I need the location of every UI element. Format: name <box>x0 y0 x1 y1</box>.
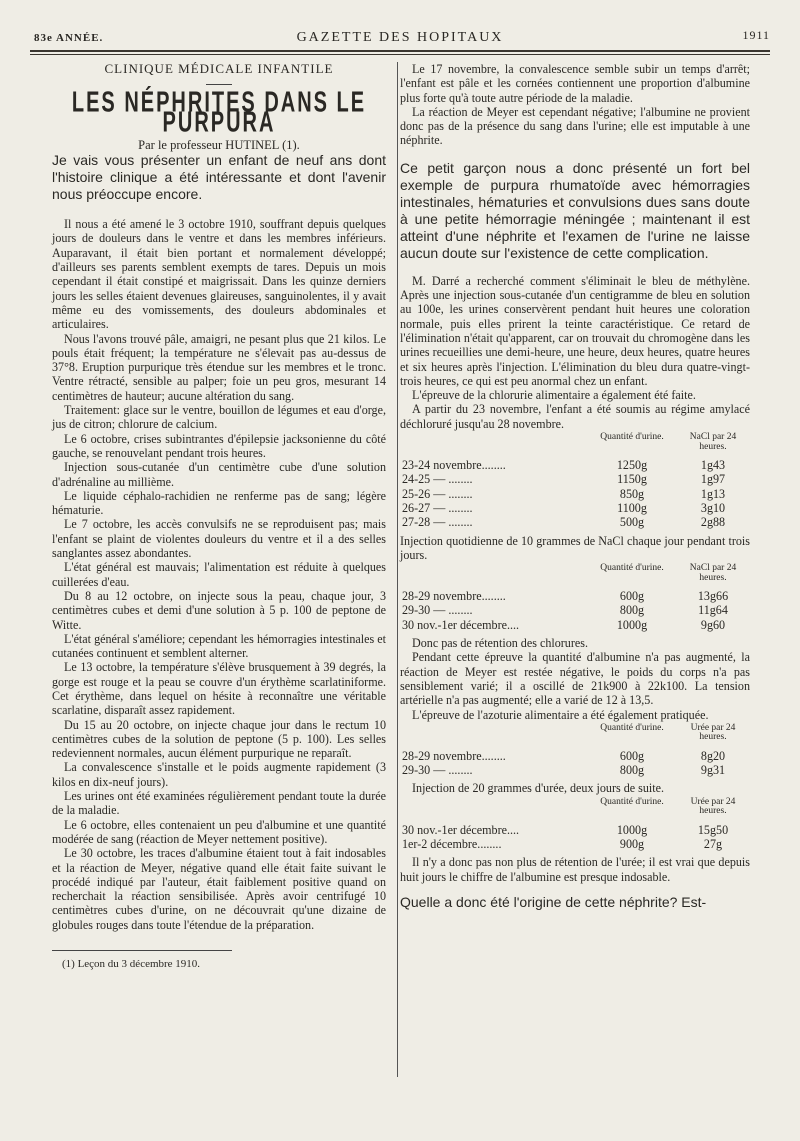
header-nacl: NaCl par 24 heures. <box>689 563 737 583</box>
urea-table-2 <box>400 798 750 852</box>
header-quantity: Quantité d'urine. <box>600 722 664 733</box>
header-uree: Urée par 24 heures. <box>690 796 736 817</box>
table-row: 23-24 novembre........ 1250g 1g43 <box>402 458 726 473</box>
paragraph: Du 15 au 20 octobre, on injecte chaque jour dans le rectum 10 centimètres cubes de la solution de peptone (5 p. 100). Les selles redeviennent normales, aucun élément purpurique ne reparaît. <box>52 717 386 761</box>
header-rule-thin <box>30 54 770 55</box>
paragraph: Le 13 octobre, la température s'élève brusquement à 39 degrés, la gorge est rouge et la peau se couvre d'un érythème scarlatiniforme. Cet érythème, dans lequel on hésite à reconnaître une véritable scarlatine, disparaît assez rapidement. <box>52 660 386 718</box>
section-heading: CLINIQUE MÉDICALE INFANTILE <box>104 61 334 76</box>
paragraph: Du 8 au 12 octobre, on injecte sous la peau, chaque jour, 3 centimètres cubes et demi d'une solution à 5 p. 100 de peptone de Witte. <box>52 588 386 632</box>
table-row: 30 nov.-1er décembre.... 1000g 15g50 <box>402 822 729 837</box>
paragraph: Le 17 novembre, la convalescence semble subir un temps d'arrêt; l'enfant est pâle et les cornées contiennent une proportion d'albumine plus forte qu'à toute autre période de la maladie. <box>400 62 750 105</box>
table-row: 25-26 — ........ 850g 1g13 <box>402 486 726 501</box>
chloride-table-2 <box>400 564 750 632</box>
closing-question: Quelle a donc été l'origine de cette néphrite? Est- <box>400 893 707 910</box>
table-row: 29-30 — ........ 800g 9g31 <box>402 763 726 778</box>
paragraph: Injection de 20 grammes d'urée, deux jours de suite. <box>412 781 665 796</box>
right-column <box>400 62 750 911</box>
table-row: 29-30 — ........ 800g 11g64 <box>402 603 728 618</box>
paragraph: Injection quotidienne de 10 grammes de NaCl chaque jour pendant trois jours. <box>400 533 750 562</box>
paragraph: Le 6 octobre, elles contenaient un peu d'albumine et une quantité modérée de sang (réaction de Meyer nettement positive). <box>52 817 386 846</box>
paragraph: M. Darré a recherché comment s'éliminait le bleu de méthylène. Après une injection sous-cutanée d'un centigramme de bleu en solution au 100e, les urines conservèrent pendant huit heures une coloration normale, puis elles prirent la teinte caractéristique. Ce retard de l'élimination n'était qu'apparent, car on trouvait du chromogène dans les urines recueillies une demi-heure, une heure, deux heures, quatre heures et six heures après l'injection. L'élimination du bleu dura quatre-vingt-trois heures, ce qui est peu anormal chez un enfant. <box>400 273 750 388</box>
chloride-table-1 <box>400 433 750 529</box>
running-head <box>30 28 770 48</box>
header-quantity: Quantité d'urine. <box>600 563 664 574</box>
paragraph: L'épreuve de la chlorurie alimentaire a également été faite. <box>412 388 696 403</box>
paragraph: Le liquide céphalo-rachidien ne renferme pas de sang; légère hématurie. <box>52 488 386 518</box>
paragraph: Les urines ont été examinées régulièrement pendant toute la durée de la maladie. <box>52 789 386 818</box>
paragraph: Donc pas de rétention des chlorures. <box>412 636 588 651</box>
header-uree: Urée par 24 heures. <box>690 722 736 743</box>
paragraph: Le 6 octobre, crises subintrantes d'épilepsie jacksonienne du côté gauche, se renouvelant pendant trois heures. <box>52 431 386 460</box>
paragraph: Traitement: glace sur le ventre, bouillon de légumes et eau d'orge, jus de citron; chlorure de calcium. <box>52 403 386 432</box>
paragraph: Il n'y a donc pas non plus de rétention de l'urée; il est vrai que depuis huit jours le chiffre de l'albumine est presque indosable. <box>400 855 750 884</box>
table-row: 30 nov.-1er décembre.... 1000g 9g60 <box>402 617 726 632</box>
paragraph: Le 7 octobre, les accès convulsifs ne se reproduisent pas; mais l'enfant se plaint de violentes douleurs du ventre et il a des selles sanglantes assez abondantes. <box>52 517 386 561</box>
lead-paragraph: Je vais vous présenter un enfant de neuf ans dont l'histoire clinique a été intéressante et dont l'avenir nous préoccupe encore. <box>52 152 386 203</box>
issue-number: 83e ANNÉE. <box>34 32 104 44</box>
paragraph: L'état général est mauvais; l'alimentation est réduite à quelques cuillerées d'eau. <box>52 560 386 589</box>
table-row: 27-28 — ........ 500g 2g88 <box>402 515 726 530</box>
paragraph: La réaction de Meyer est cependant négative; l'albumine ne provient donc pas de la présence du sang dans l'urine; elle est imputable à une néphrite. <box>400 104 750 148</box>
left-column <box>52 62 386 971</box>
table-row: 28-29 novembre........ 600g 13g66 <box>402 589 729 604</box>
header-quantity: Quantité d'urine. <box>600 432 664 443</box>
paragraph: A partir du 23 novembre, l'enfant a été soumis au régime amylacé déchloruré jusqu'au 28 novembre. <box>400 402 750 431</box>
table-row: 26-27 — ........ 1100g 3g10 <box>402 500 726 515</box>
header-rule <box>30 50 770 52</box>
byline: Par le professeur HUTINEL (1). <box>138 137 300 152</box>
journal-title: GAZETTE DES HOPITAUX <box>296 30 504 45</box>
table-row: 1er-2 décembre........ 900g 27g <box>402 836 723 851</box>
paragraph: La convalescence s'installe et le poids augmente rapidement (3 kilos en dix-neuf jours). <box>52 760 386 789</box>
paragraph: Pendant cette épreuve la quantité d'albumine n'a pas augmenté, la réaction de Meyer est restée négative, le poids du corps n'a pas sensiblement varié; il a oscillé de 21k900 à 22k100. La tension artérielle n'a pas augmenté; elle a varié de 12 à 13,5. <box>400 650 750 708</box>
header-nacl: NaCl par 24 heures. <box>689 432 737 452</box>
column-divider <box>397 62 398 1077</box>
paragraph: Le 30 octobre, les traces d'albumine étaient tout à fait indosables et la réaction de Meyer, négative quand elle était faite suivant le procédé indiqué par l'auteur, était faiblement positive quand on recherchait la réaction sensibilisée. Après avoir centrifugé 10 centimètres cubes d'urine, on ne découvrait qu'une dizaine de globules rouges dans toute l'étendue de la préparation. <box>52 846 386 932</box>
section-rule <box>206 84 232 85</box>
paragraph: Nous l'avons trouvé pâle, amaigri, ne pesant plus que 21 kilos. Le pouls était fréquent; la température ne s'élevait pas au-dessus de 37°8. Eruption purpurique très étendue sur les membres et le tronc. Ventre rétracté, sensible au palper; foie un peu gros, mesurant 14 centimètres de hauteur; aucune altération du sang. <box>52 331 386 403</box>
paragraph: L'état général s'améliore; cependant les hémorragies intestinales et cutanées continuent et semblent alterner. <box>52 631 386 661</box>
footnote: (1) Leçon du 3 décembre 1910. <box>62 958 201 971</box>
paragraph: Injection sous-cutanée d'un centimètre cube d'une solution d'adrénaline au millième. <box>52 460 386 489</box>
urea-table-1 <box>400 724 750 778</box>
summary-paragraph: Ce petit garçon nous a donc présenté un fort bel exemple de purpura rhumatoïde avec hémorragies intestinales, hématuries et convulsions dues sans doute à une petite hémorragie méningée ; maintenant il est atteint d'une néphrite et l'examen de l'urine ne laisse aucun doute sur l'existence de cette complication. <box>400 159 750 261</box>
table-row: 24-25 — ........ 1150g 1g97 <box>402 472 726 487</box>
header-quantity: Quantité d'urine. <box>600 796 664 807</box>
paragraph: L'épreuve de l'azoturie alimentaire a été également pratiquée. <box>412 707 709 722</box>
page-number: 1911 <box>742 28 770 42</box>
footnote-rule <box>52 950 232 951</box>
paragraph: Il nous a été amené le 3 octobre 1910, souffrant depuis quelques jours de douleurs dans le ventre et dans les membres inférieurs. Auparavant, il était bien portant et normalement développé; d'ailleurs ses parents semblent exempts de tares. Depuis un mois cependant il était constipé et maigrissait. Dans les quinze derniers jours les selles étaient devenues glaireuses, sanguinolentes, il y avait même eu des vomissements, des douleurs abdominales et articulaires. <box>52 217 386 332</box>
table-row: 28-29 novembre........ 600g 8g20 <box>402 748 726 763</box>
article-title: LES NÉPHRITES DANS LE PURPURA <box>71 87 367 140</box>
